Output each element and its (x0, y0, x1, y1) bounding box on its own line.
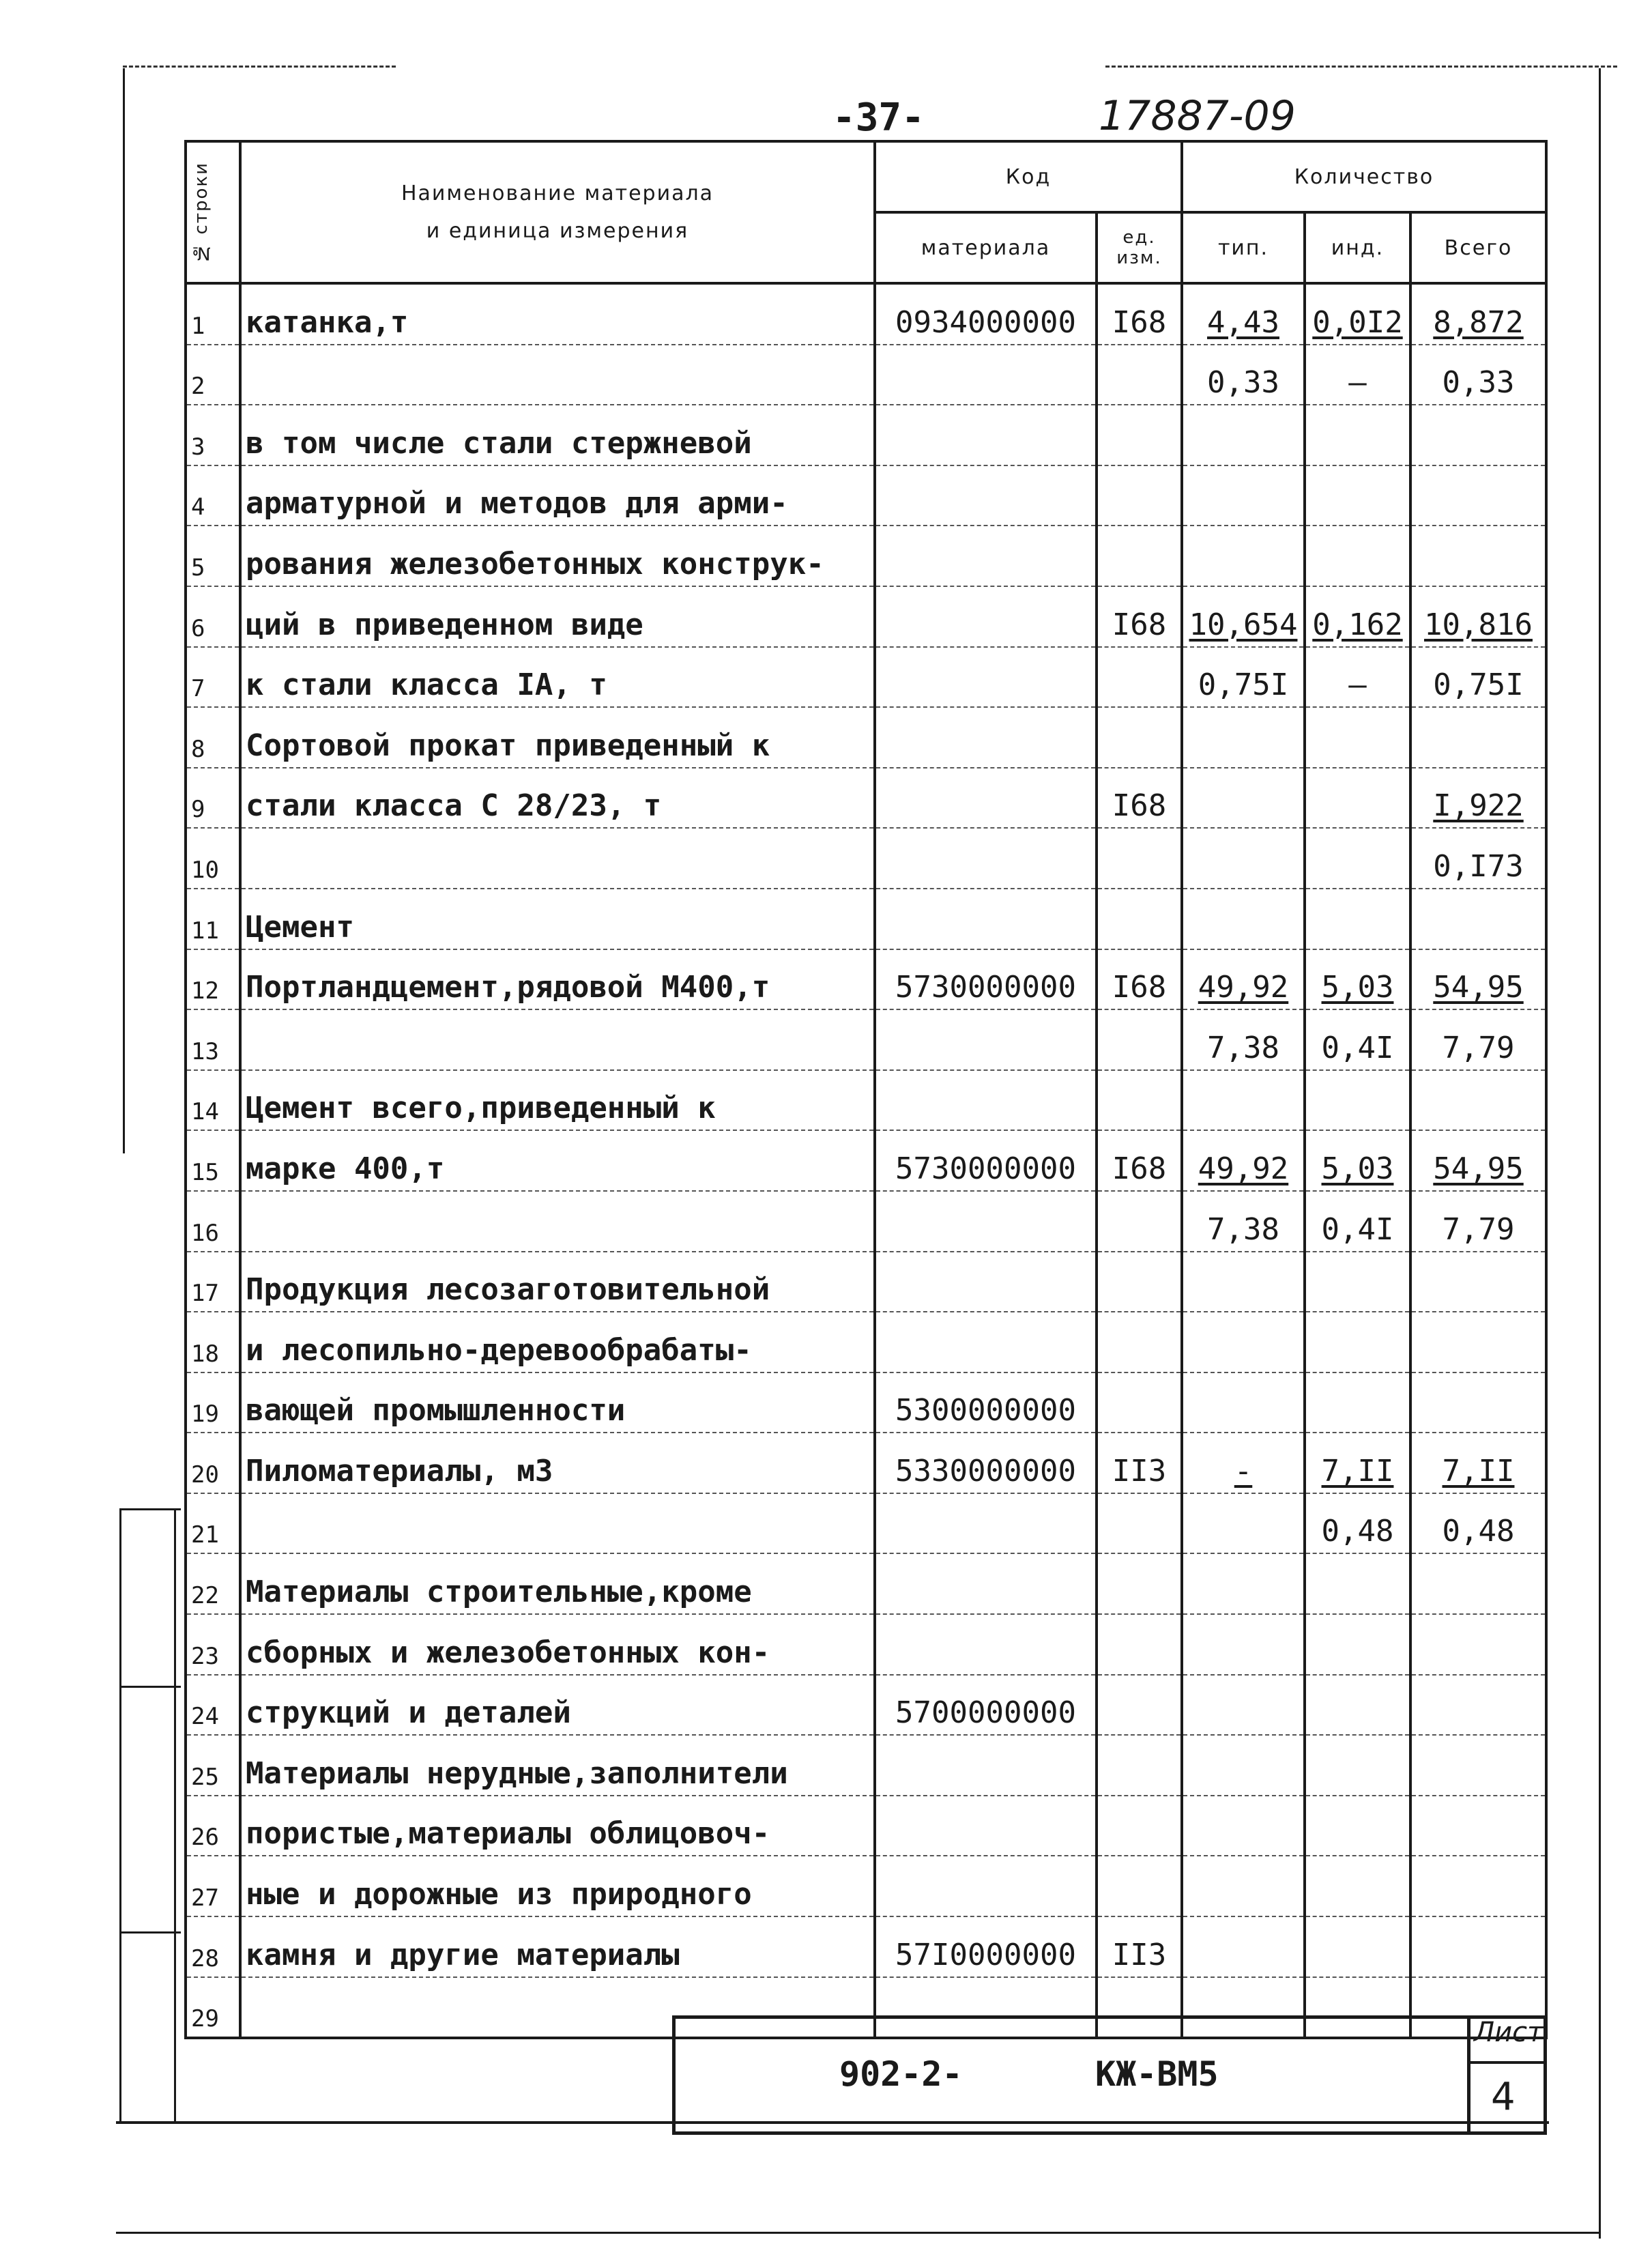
qty-typ (1182, 889, 1305, 949)
qty-ind (1305, 707, 1410, 768)
sheet-divider (1467, 2061, 1547, 2064)
unit-code (1097, 889, 1182, 949)
qty-typ (1182, 768, 1305, 829)
material-name: Продукция лесозаготовительной (240, 1252, 875, 1312)
qty-ind (1305, 1796, 1410, 1856)
unit-code (1097, 1493, 1182, 1554)
material-name: рования железобетонных конструк- (240, 526, 875, 586)
qty-ind (1305, 1553, 1410, 1614)
row-number: 15 (186, 1130, 240, 1191)
material-code (875, 647, 1097, 708)
material-name: Пиломатериалы, м3 (240, 1433, 875, 1493)
frame-left-tick-1 (119, 1508, 181, 1510)
table-row (186, 1372, 1546, 1433)
row-number: 9 (186, 768, 240, 829)
material-code (875, 1614, 1097, 1675)
qty-ind: 0,4I (1305, 1009, 1410, 1070)
qty-total: 10,816 (1410, 586, 1546, 647)
table-row (186, 586, 1546, 647)
table-row (186, 647, 1546, 708)
row-number: 29 (186, 1977, 240, 2039)
qty-total (1410, 1796, 1546, 1856)
material-code: 57I0000000 (875, 1916, 1097, 1977)
header-row-number: № строки (186, 141, 240, 283)
table-row (186, 707, 1546, 768)
table-row (186, 1130, 1546, 1191)
material-name (240, 828, 875, 889)
table-row (186, 889, 1546, 949)
qty-typ (1182, 465, 1305, 526)
row-number: 26 (186, 1796, 240, 1856)
table-row (186, 1493, 1546, 1554)
unit-code (1097, 1614, 1182, 1675)
unit-code (1097, 1191, 1182, 1252)
qty-total (1410, 1312, 1546, 1372)
qty-total: 0,48 (1410, 1493, 1546, 1554)
material-name: Цемент (240, 889, 875, 949)
qty-typ: 0,33 (1182, 345, 1305, 405)
document-number: 17887-09 (1099, 92, 1296, 140)
qty-typ (1182, 1493, 1305, 1554)
qty-typ: 10,654 (1182, 586, 1305, 647)
qty-typ (1182, 1553, 1305, 1614)
frame-left-tick-2 (119, 1686, 181, 1688)
qty-total (1410, 1856, 1546, 1916)
qty-typ: 0,75I (1182, 647, 1305, 708)
row-number: 12 (186, 949, 240, 1010)
qty-typ (1182, 707, 1305, 768)
qty-ind (1305, 889, 1410, 949)
table-row (186, 1312, 1546, 1372)
material-code (875, 586, 1097, 647)
unit-code (1097, 647, 1182, 708)
qty-ind: 0,4I (1305, 1191, 1410, 1252)
qty-total (1410, 465, 1546, 526)
material-name: вающей промышленности (240, 1372, 875, 1433)
material-name: струкций и деталей (240, 1675, 875, 1736)
qty-ind (1305, 1735, 1410, 1796)
row-number: 5 (186, 526, 240, 586)
qty-total: 8,872 (1410, 283, 1546, 345)
material-code: 5730000000 (875, 1130, 1097, 1191)
row-number: 27 (186, 1856, 240, 1916)
material-code (875, 345, 1097, 405)
qty-typ (1182, 526, 1305, 586)
material-code: 5330000000 (875, 1433, 1097, 1493)
qty-total (1410, 707, 1546, 768)
table-row (186, 828, 1546, 889)
qty-total: 7,79 (1410, 1009, 1546, 1070)
material-name: сборных и железобетонных кон- (240, 1614, 875, 1675)
unit-code (1097, 405, 1182, 465)
row-number: 14 (186, 1070, 240, 1131)
row-number: 24 (186, 1675, 240, 1736)
table-row (186, 1614, 1546, 1675)
material-code (875, 1493, 1097, 1554)
material-name: ций в приведенном виде (240, 586, 875, 647)
qty-ind (1305, 1856, 1410, 1916)
qty-ind (1305, 1252, 1410, 1312)
unit-code (1097, 1312, 1182, 1372)
table-row (186, 1433, 1546, 1493)
qty-total (1410, 1553, 1546, 1614)
frame-top-dash-right (1105, 66, 1617, 68)
material-code (875, 1796, 1097, 1856)
row-number: 28 (186, 1916, 240, 1977)
table-row (186, 949, 1546, 1010)
qty-ind (1305, 526, 1410, 586)
material-code (875, 1191, 1097, 1252)
unit-code: I68 (1097, 283, 1182, 345)
table-row (186, 1675, 1546, 1736)
unit-code (1097, 828, 1182, 889)
qty-total: I,922 (1410, 768, 1546, 829)
row-number: 10 (186, 828, 240, 889)
material-name: Цемент всего,приведенный к (240, 1070, 875, 1131)
qty-total (1410, 526, 1546, 586)
qty-total: 54,95 (1410, 1130, 1546, 1191)
qty-total: 0,33 (1410, 345, 1546, 405)
material-name: пористые,материалы облицовоч- (240, 1796, 875, 1856)
header-quantity-group: Количество (1182, 141, 1546, 212)
unit-code (1097, 1856, 1182, 1916)
qty-total: 0,75I (1410, 647, 1546, 708)
row-number: 17 (186, 1252, 240, 1312)
material-code (875, 465, 1097, 526)
qty-ind (1305, 1614, 1410, 1675)
qty-typ: 49,92 (1182, 1130, 1305, 1191)
qty-total: 0,I73 (1410, 828, 1546, 889)
table-row (186, 1070, 1546, 1131)
material-code (875, 828, 1097, 889)
qty-ind: — (1305, 345, 1410, 405)
title-block-code-right: КЖ-ВМ5 (1095, 2054, 1219, 2094)
row-number: 16 (186, 1191, 240, 1252)
material-code (875, 1070, 1097, 1131)
material-code (875, 707, 1097, 768)
table-row (186, 768, 1546, 829)
unit-code: I68 (1097, 949, 1182, 1010)
qty-total (1410, 405, 1546, 465)
material-name: арматурной и методов для арми- (240, 465, 875, 526)
qty-ind (1305, 465, 1410, 526)
row-number: 2 (186, 345, 240, 405)
qty-total (1410, 1252, 1546, 1312)
material-name (240, 1493, 875, 1554)
unit-code (1097, 526, 1182, 586)
unit-code (1097, 345, 1182, 405)
material-code: 5730000000 (875, 949, 1097, 1010)
header-qty-typ: тип. (1182, 212, 1305, 283)
table-row (186, 283, 1546, 345)
header-code-material: материала (875, 212, 1097, 283)
material-name: марке 400,т (240, 1130, 875, 1191)
unit-code: II3 (1097, 1433, 1182, 1493)
material-code (875, 889, 1097, 949)
unit-code (1097, 1796, 1182, 1856)
row-number: 6 (186, 586, 240, 647)
material-code (875, 526, 1097, 586)
qty-ind: 5,03 (1305, 1130, 1410, 1191)
row-number: 13 (186, 1009, 240, 1070)
material-code (875, 1252, 1097, 1312)
table-row (186, 465, 1546, 526)
unit-code (1097, 1070, 1182, 1131)
qty-total (1410, 889, 1546, 949)
table-row (186, 1856, 1546, 1916)
material-name: стали класса С 28/23, т (240, 768, 875, 829)
page-number: -37- (832, 96, 925, 140)
table-row (186, 526, 1546, 586)
qty-ind (1305, 1372, 1410, 1433)
qty-ind: 5,03 (1305, 949, 1410, 1010)
qty-total (1410, 1675, 1546, 1736)
qty-typ: 4,43 (1182, 283, 1305, 345)
material-name: ные и дорожные из природного (240, 1856, 875, 1916)
qty-total: 7,II (1410, 1433, 1546, 1493)
sheet-number: 4 (1491, 2075, 1516, 2119)
qty-ind (1305, 1312, 1410, 1372)
row-number: 8 (186, 707, 240, 768)
material-code: 0934000000 (875, 283, 1097, 345)
row-number: 20 (186, 1433, 240, 1493)
material-code (875, 768, 1097, 829)
table-row (186, 1796, 1546, 1856)
table-row (186, 345, 1546, 405)
qty-ind (1305, 1675, 1410, 1736)
qty-total (1410, 1372, 1546, 1433)
row-number: 25 (186, 1735, 240, 1796)
qty-total (1410, 1735, 1546, 1796)
unit-code (1097, 465, 1182, 526)
unit-code (1097, 1372, 1182, 1433)
material-name: Сортовой прокат приведенный к (240, 707, 875, 768)
header-qty-total: Всего (1410, 212, 1546, 283)
unit-code (1097, 1553, 1182, 1614)
unit-code (1097, 1735, 1182, 1796)
materials-table (184, 140, 1548, 2039)
qty-ind: 0,0I2 (1305, 283, 1410, 345)
frame-bottom-left-vertical (119, 1508, 121, 2123)
table-row (186, 1916, 1546, 1977)
row-number: 3 (186, 405, 240, 465)
qty-typ (1182, 1312, 1305, 1372)
row-number: 18 (186, 1312, 240, 1372)
qty-ind (1305, 1070, 1410, 1131)
material-name: Портландцемент,рядовой М400,т (240, 949, 875, 1010)
header-code-unit: ед. изм. (1097, 212, 1182, 283)
header-code-group: Код (875, 141, 1182, 212)
unit-code (1097, 707, 1182, 768)
qty-typ (1182, 1372, 1305, 1433)
material-name: катанка,т (240, 283, 875, 345)
qty-typ (1182, 1614, 1305, 1675)
table-row (186, 405, 1546, 465)
material-code (875, 1856, 1097, 1916)
material-name: и лесопильно-деревообрабаты- (240, 1312, 875, 1372)
qty-total (1410, 1614, 1546, 1675)
qty-typ (1182, 1796, 1305, 1856)
frame-bottom-line (116, 2232, 1600, 2234)
material-code: 5700000000 (875, 1675, 1097, 1736)
qty-typ (1182, 1856, 1305, 1916)
material-code: 5300000000 (875, 1372, 1097, 1433)
material-name: Материалы строительные,кроме (240, 1553, 875, 1614)
table-row (186, 1191, 1546, 1252)
material-name (240, 1191, 875, 1252)
unit-code: I68 (1097, 1130, 1182, 1191)
qty-typ: 7,38 (1182, 1009, 1305, 1070)
row-number: 11 (186, 889, 240, 949)
qty-typ: - (1182, 1433, 1305, 1493)
frame-bottom-left-inner (174, 1508, 176, 2123)
qty-typ: 7,38 (1182, 1191, 1305, 1252)
qty-typ (1182, 1252, 1305, 1312)
material-code (875, 1312, 1097, 1372)
row-number: 21 (186, 1493, 240, 1554)
qty-ind: 7,II (1305, 1433, 1410, 1493)
frame-top-dash-left (123, 66, 396, 68)
qty-total (1410, 1916, 1546, 1977)
material-name (240, 1009, 875, 1070)
qty-typ (1182, 1675, 1305, 1736)
frame-right-line (1599, 68, 1601, 2239)
header-material-name-line2: и единица измерения (426, 219, 689, 243)
material-name: к стали класса IA, т (240, 647, 875, 708)
table-row (186, 1735, 1546, 1796)
unit-code (1097, 1675, 1182, 1736)
row-number: 19 (186, 1372, 240, 1433)
unit-code (1097, 1252, 1182, 1312)
qty-ind: 0,162 (1305, 586, 1410, 647)
qty-ind (1305, 828, 1410, 889)
table-row (186, 1009, 1546, 1070)
unit-code: I68 (1097, 768, 1182, 829)
material-code (875, 1009, 1097, 1070)
unit-code: II3 (1097, 1916, 1182, 1977)
material-name: Материалы нерудные,заполнители (240, 1735, 875, 1796)
unit-code (1097, 1009, 1182, 1070)
qty-ind: 0,48 (1305, 1493, 1410, 1554)
frame-left-tick-3 (119, 1931, 181, 1933)
qty-typ (1182, 828, 1305, 889)
table-row (186, 1553, 1546, 1614)
qty-ind (1305, 1916, 1410, 1977)
qty-total: 7,79 (1410, 1191, 1546, 1252)
qty-typ (1182, 1916, 1305, 1977)
qty-total (1410, 1070, 1546, 1131)
qty-ind: — (1305, 647, 1410, 708)
table-row (186, 1252, 1546, 1312)
sheet-label: Лист (1474, 2017, 1544, 2048)
header-qty-ind: инд. (1305, 212, 1410, 283)
title-block-code-left: 902-2- (839, 2054, 963, 2094)
material-code (875, 1735, 1097, 1796)
row-number: 23 (186, 1614, 240, 1675)
row-number: 22 (186, 1553, 240, 1614)
header-material-name-line1: Наименование материала (401, 182, 714, 205)
row-number: 4 (186, 465, 240, 526)
material-code (875, 1553, 1097, 1614)
frame-left-line (123, 68, 125, 1153)
qty-typ (1182, 1070, 1305, 1131)
material-name: в том числе стали стержневой (240, 405, 875, 465)
qty-total: 54,95 (1410, 949, 1546, 1010)
unit-code: I68 (1097, 586, 1182, 647)
qty-typ: 49,92 (1182, 949, 1305, 1010)
material-name: камня и другие материалы (240, 1916, 875, 1977)
qty-ind (1305, 405, 1410, 465)
material-code (875, 405, 1097, 465)
header-material-name (240, 141, 875, 283)
qty-typ (1182, 1735, 1305, 1796)
material-name (240, 345, 875, 405)
row-number: 1 (186, 283, 240, 345)
qty-typ (1182, 405, 1305, 465)
row-number: 7 (186, 647, 240, 708)
qty-ind (1305, 768, 1410, 829)
